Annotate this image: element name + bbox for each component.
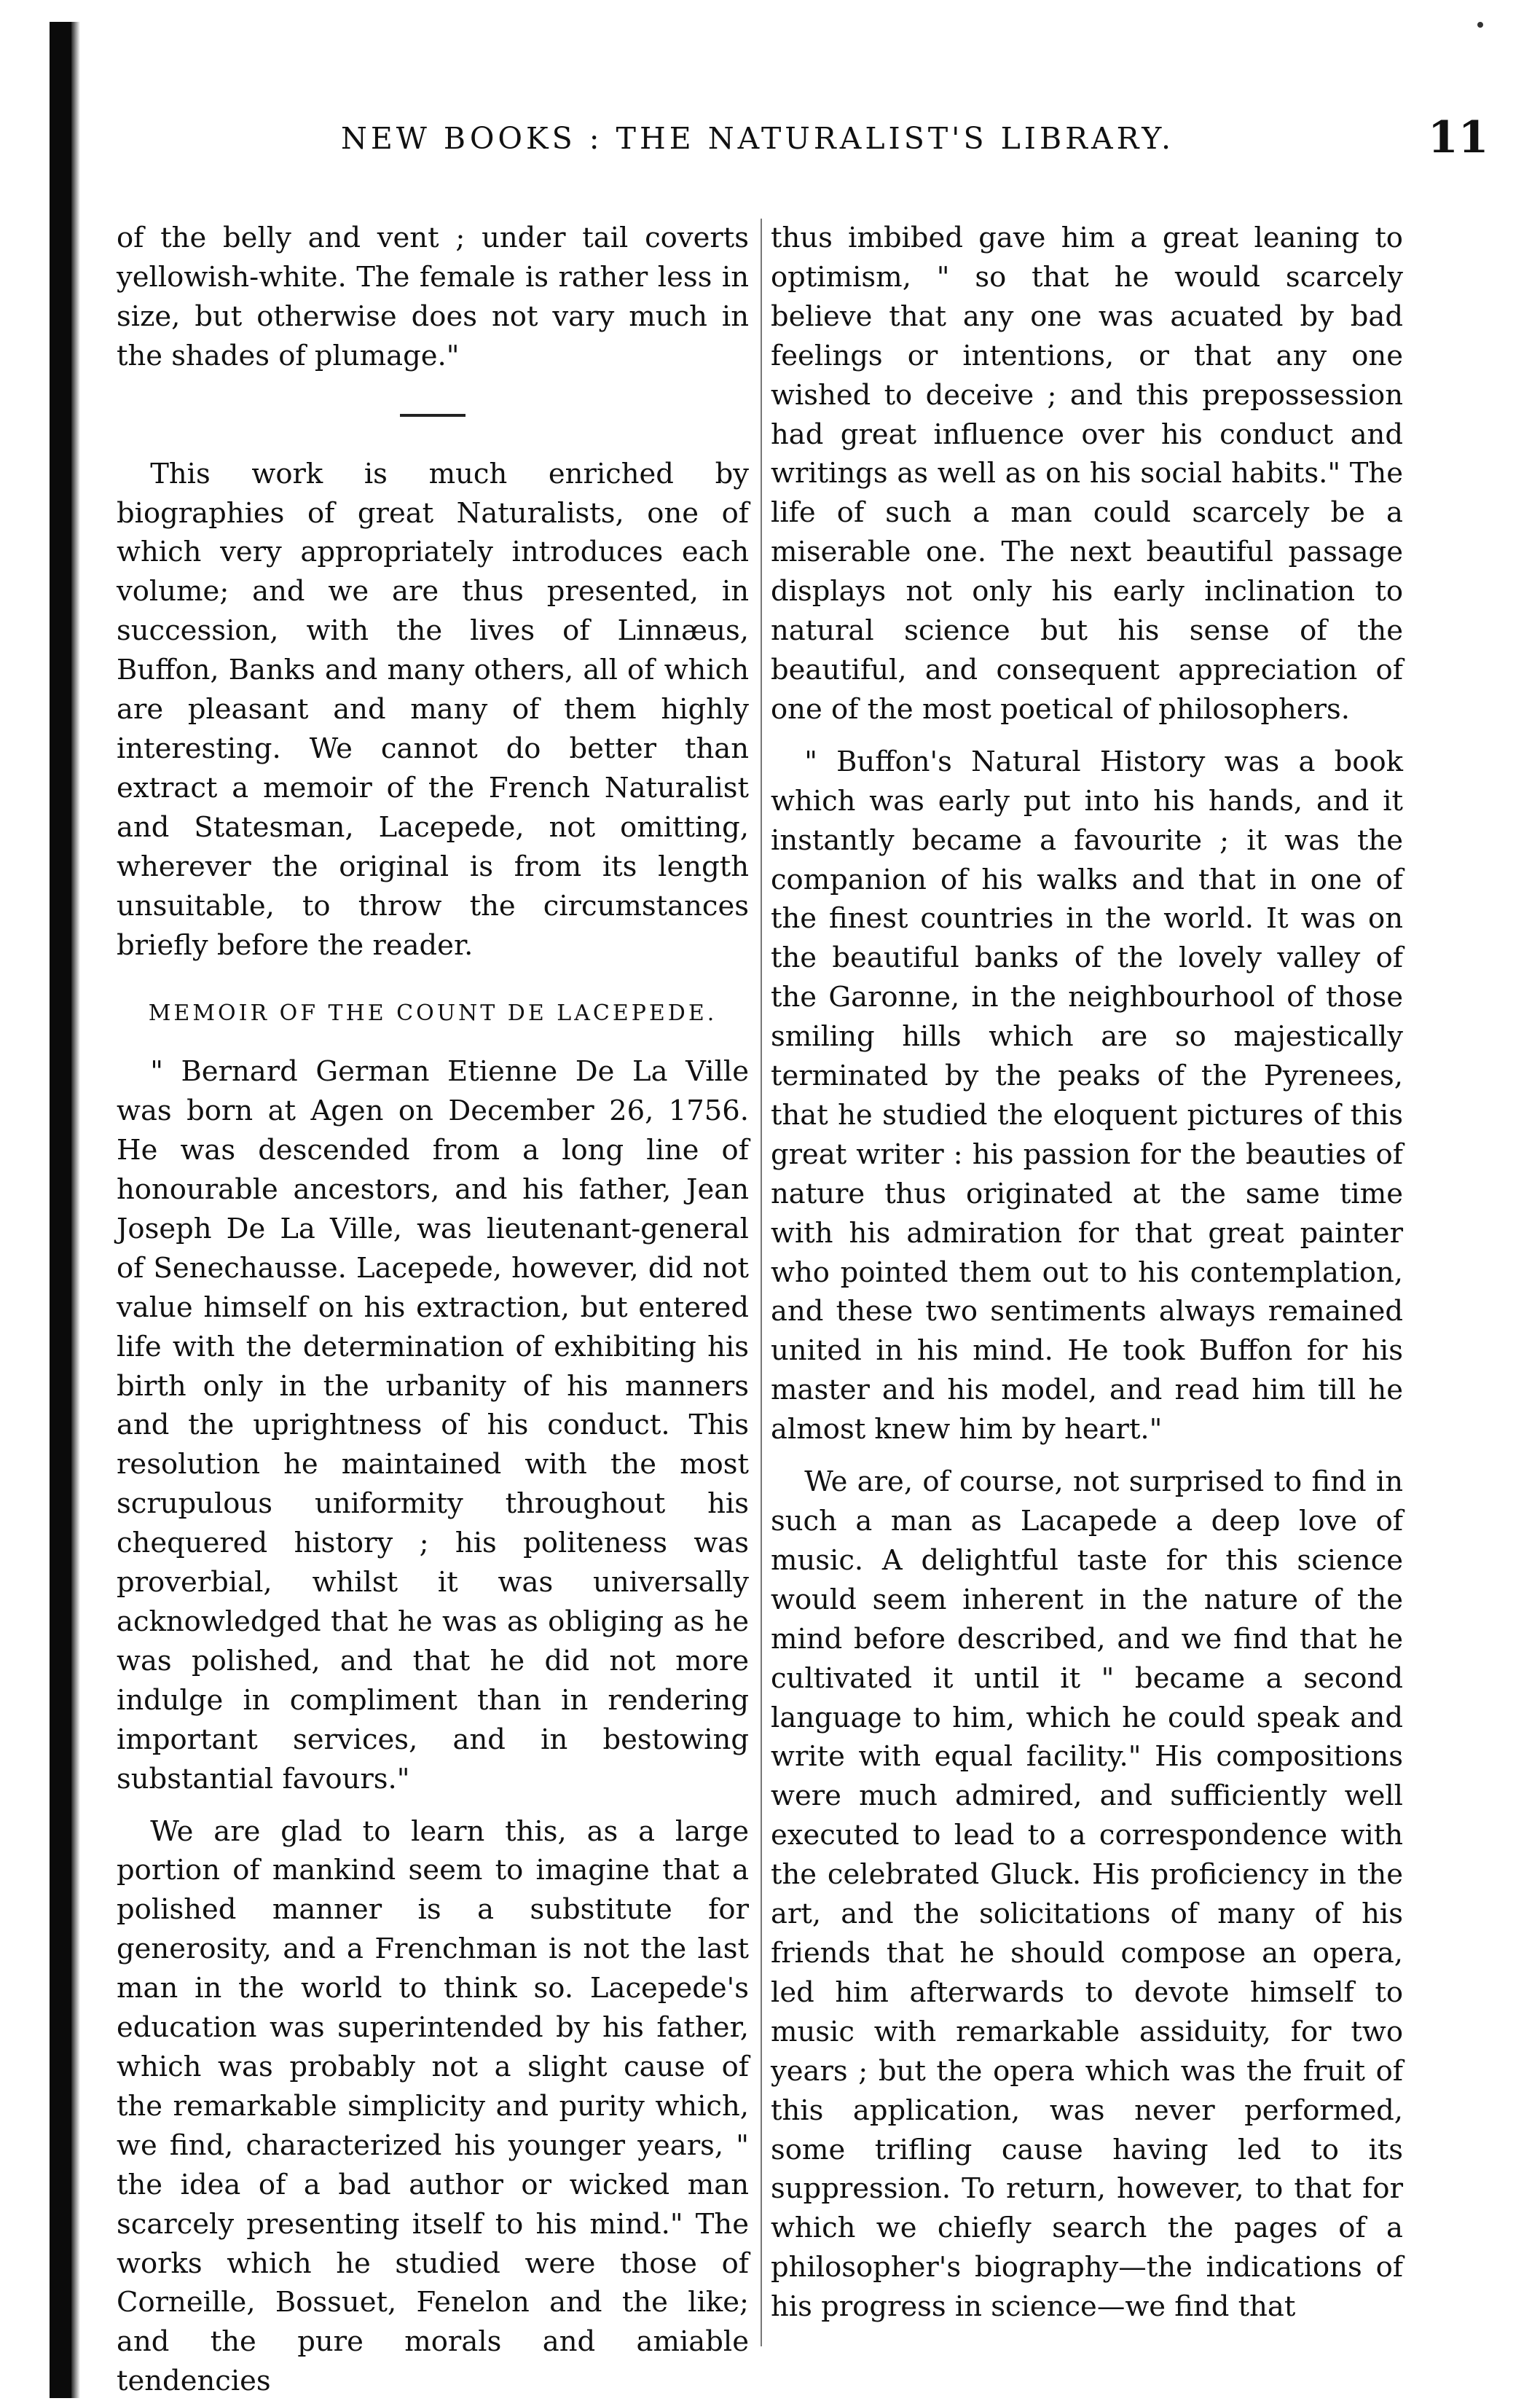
running-title: NEW BOOKS : THE NATURALIST'S LIBRARY. [340,121,1175,156]
right-column [771,219,1403,2327]
left-column [117,219,749,2401]
right-paragraph-1: thus imbibed gave him a great leaning to optimism, " so that he would scarcely believe that any one was acuated by bad feelings or intentions, or that any one wished to deceive ; and this prepossession had great influence over his conduct and writings as well as on his social habits." The life of such a man could scarcely be a miserable one. The next beautiful passage displays not only his early inclination to natural science but his sense of the beautiful, and consequent appreciation of one of the most poetical of philosophers. [771,222,1403,726]
section-rule [400,414,465,417]
right-paragraph-3: We are, of course, not surprised to find in such a man as Lacapede a deep love of music. A delightful taste for this science would seem inherent in the nature of the mind before described, and we find that he cultivated it until it " became a second language to him, which he could speak and write with equal facility." His compositions were much admired, and sufficiently well executed to lead to a correspondence with the celebrated Gluck. His proficiency in the art, and the solicitations of many of his friends that he should compose an opera, led him afterwards to devote himself to music with remarkable assiduity, for two years ; but the opera which was the fruit of this application, was never performed, some trifling cause having led to its suppression. To return, however, to that for which we chiefly search the pages of a philosopher's biography—the indications of his progress in science—we find that [771,1465,1403,2324]
left-paragraph-4: We are glad to learn this, as a large portion of mankind seem to imagine that a polished manner is a substitute for generosity, and a Frenchman is not the last man in the world to think so. Lacepede's education was superintended by his father, which was probably not a slight cause of the remarkable simplicity and purity which, we find, characterized his younger years, " the idea of a bad author or wicked man scarcely presenting itself to his mind." The works which he studied were those of Corneille, Bossuet, Fenelon and the like; and the pure morals and amiable tendencies [117,1814,749,2398]
left-paragraph-3: " Bernard German Etienne De La Ville was born at Agen on December 26, 1756. He was descended from a long line of honourable ancestors, and his father, Jean Joseph De La Ville, was lieutenant-general of Senechausse. Lacepede, however, did not value himself on his extraction, but entered life with the determination of exhibiting his birth only in the urbanity of his manners and the uprightness of his conduct. This resolution he maintained with the most scrupulous uniformity throughout his chequered history ; his politeness was proverbial, whilst it was universally acknowledged that he was as obliging as he was polished, and that he did not more indulge in compliment than in rendering important services, and in bestowing substantial favours." [117,1055,749,1795]
page-number: 11 [1428,112,1489,163]
column-divider [761,219,762,2346]
binding-edge-gradient [71,22,80,2398]
left-paragraph-2: This work is much enriched by biographies of great Naturalists, one of which very appropriately introduces each volume; and we are thus presented, in succession, with the lives of Linnæus, Buffon, Banks and many others, all of which are pleasant and many of them highly interesting. We cannot do better than extract a memoir of the French Naturalist and Statesman, Lacepede, not omitting, wherever the original is from its length unsuitable, to throw the circumstances briefly before the reader. [117,457,749,962]
left-paragraph-1: of the belly and vent ; under tail coverts yellowish-white. The female is rather less in size, but otherwise does not vary much in the shades of plumage." [117,222,749,372]
ink-speck [1477,22,1483,28]
memoir-heading: MEMOIR OF THE COUNT DE LACEPEDE. [148,1000,718,1027]
right-paragraph-2: " Buffon's Natural History was a book which was early put into his hands, and it instantly became a favourite ; it was the companion of his walks and that in one of the finest countries in the world. It was on the beautiful banks of the lovely valley of the Garonne, in the neighbourhool of those smiling hills which are so majestically terminated by the peaks of the Pyrenees, that he studied the eloquent pictures of this great writer : his passion for the beauties of nature thus originated at the same time with his admiration for that great painter who pointed them out to his contemplation, and these two sentiments always remained united in his mind. He took Buffon for his master and his model, and read him till he almost knew him by heart." [771,745,1403,1446]
book-binding-shadow [50,22,71,2398]
